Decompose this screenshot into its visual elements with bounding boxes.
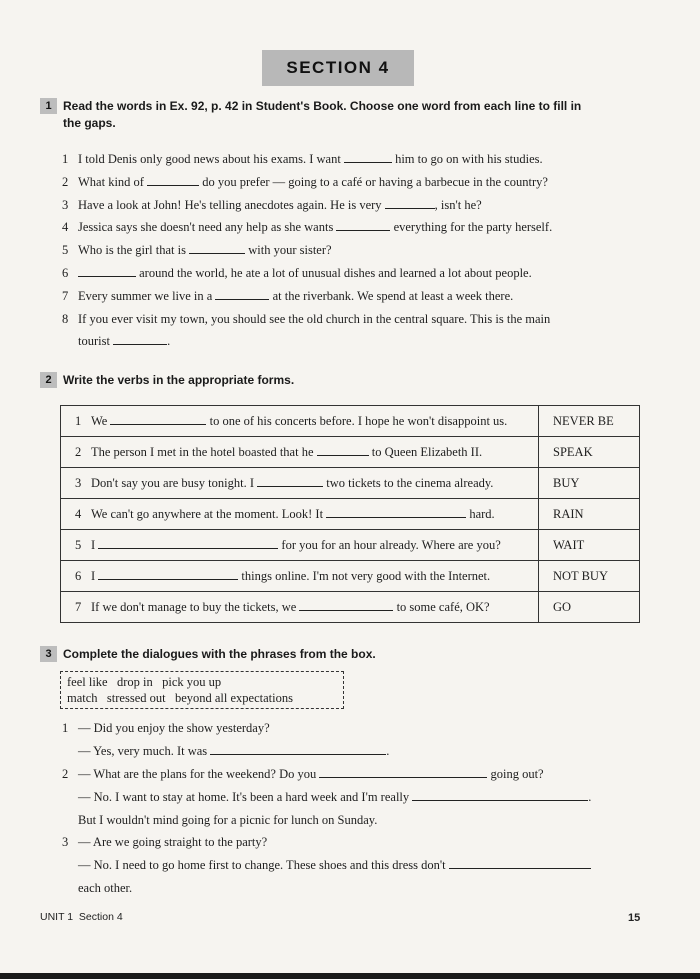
verb-cue: NOT BUY [539, 561, 640, 592]
task1-number: 1 [40, 98, 57, 114]
task1-item: 4 Jessica says she doesn't need any help as she wants everything for the party herself. [62, 220, 553, 234]
task3-heading [40, 646, 603, 663]
table-row: 1 We to one of his concerts before. I hope he won't disappoint us. NEVER BE [61, 406, 640, 437]
task3-instruction: Complete the dialogues with the phrases from the box. [63, 647, 376, 661]
gap-blank[interactable] [210, 744, 386, 755]
task2-heading [40, 372, 603, 389]
gap-blank[interactable] [98, 538, 278, 549]
dialogue-line: — No. I need to go home first to change. These shoes and this dress don't [78, 857, 591, 873]
gap-blank[interactable] [215, 289, 269, 300]
gap-blank[interactable] [110, 414, 206, 425]
dialogue-line: each other. [78, 881, 133, 895]
gap-blank[interactable] [317, 445, 369, 456]
verb-cue: RAIN [539, 499, 640, 530]
dialogue-line: But I wouldn't mind going for a picnic for lunch on Sunday. [78, 813, 378, 827]
task1-item: 1 I told Denis only good news about his exams. I want him to go on with his studies. [62, 152, 543, 166]
table-row: 2 The person I met in the hotel boasted that he to Queen Elizabeth II. SPEAK [61, 437, 640, 468]
verb-cue: WAIT [539, 530, 640, 561]
page-number: 15 [628, 912, 641, 924]
dialogue-line: 2 — What are the plans for the weekend? Do you going out? [62, 767, 544, 781]
dialogue-line: — No. I want to stay at home. It's been a hard week and I'm really . [78, 790, 592, 804]
task3-number: 3 [40, 646, 57, 662]
gap-blank[interactable] [113, 334, 167, 345]
task1-item: 2 What kind of do you prefer — going to a café or having a barbecue in the country? [62, 175, 548, 189]
verb-cue: BUY [539, 468, 640, 499]
gap-blank[interactable] [336, 220, 390, 231]
gap-blank[interactable] [299, 600, 393, 611]
task1-item: 7 Every summer we live in a at the riverbank. We spend at least a week there. [62, 289, 514, 303]
dialogue-line: — Yes, very much. It was . [78, 744, 390, 758]
page-bottom-border [0, 973, 700, 979]
gap-blank[interactable] [326, 507, 466, 518]
gap-blank[interactable] [189, 243, 245, 254]
gap-blank[interactable] [257, 476, 323, 487]
verb-cue: SPEAK [539, 437, 640, 468]
verb-cue: NEVER BE [539, 406, 640, 437]
table-row: 3 Don't say you are busy tonight. I two tickets to the cinema already. BUY [61, 468, 640, 499]
task1-item: 3 Have a look at John! He's telling anecdotes again. He is very , isn't he? [62, 198, 482, 212]
table-row: 5 I for you for an hour already. Where are you? WAIT [61, 530, 640, 561]
phrase-box [60, 671, 344, 709]
section-title: SECTION 4 [262, 50, 414, 86]
gap-blank[interactable] [449, 858, 591, 869]
gap-blank[interactable] [344, 152, 392, 163]
task1-instruction: Read the words in Ex. 92, p. 42 in Student's Book. Choose one word from each line to fill in the gaps. [63, 99, 582, 130]
task1-item: 5 Who is the girl that is with your sister? [62, 243, 332, 257]
gap-blank[interactable] [78, 266, 136, 277]
footer-unit-label: UNIT 1 Section 4 [40, 911, 123, 923]
task2-number: 2 [40, 372, 57, 388]
phrase-box-line: match stressed out beyond all expectations [67, 691, 293, 705]
table-row: 4 We can't go anywhere at the moment. Look! It hard. RAIN [61, 499, 640, 530]
dialogue-line: 1 — Did you enjoy the show yesterday? [62, 721, 270, 735]
gap-blank[interactable] [147, 175, 199, 186]
gap-blank[interactable] [412, 790, 588, 801]
dialogue-line: 3 — Are we going straight to the party? [62, 835, 268, 849]
task1-heading [40, 98, 583, 132]
verb-cue: GO [539, 592, 640, 623]
table-row: 6 I things online. I'm not very good with the Internet. NOT BUY [61, 561, 640, 592]
gap-blank[interactable] [319, 767, 487, 778]
task2-instruction: Write the verbs in the appropriate forms. [63, 373, 295, 387]
verb-table [60, 405, 640, 623]
phrase-box-line: feel like drop in pick you up [67, 675, 222, 689]
task1-item8-continued: tourist . [78, 334, 171, 348]
gap-blank[interactable] [385, 198, 435, 209]
gap-blank[interactable] [98, 569, 238, 580]
task1-item: 8 If you ever visit my town, you should see the old church in the central square. This is the main [62, 312, 551, 326]
task1-item: 6 around the world, he ate a lot of unusual dishes and learned a lot about people. [62, 266, 532, 280]
table-row: 7 If we don't manage to buy the tickets, we to some café, OK? GO [61, 592, 640, 623]
